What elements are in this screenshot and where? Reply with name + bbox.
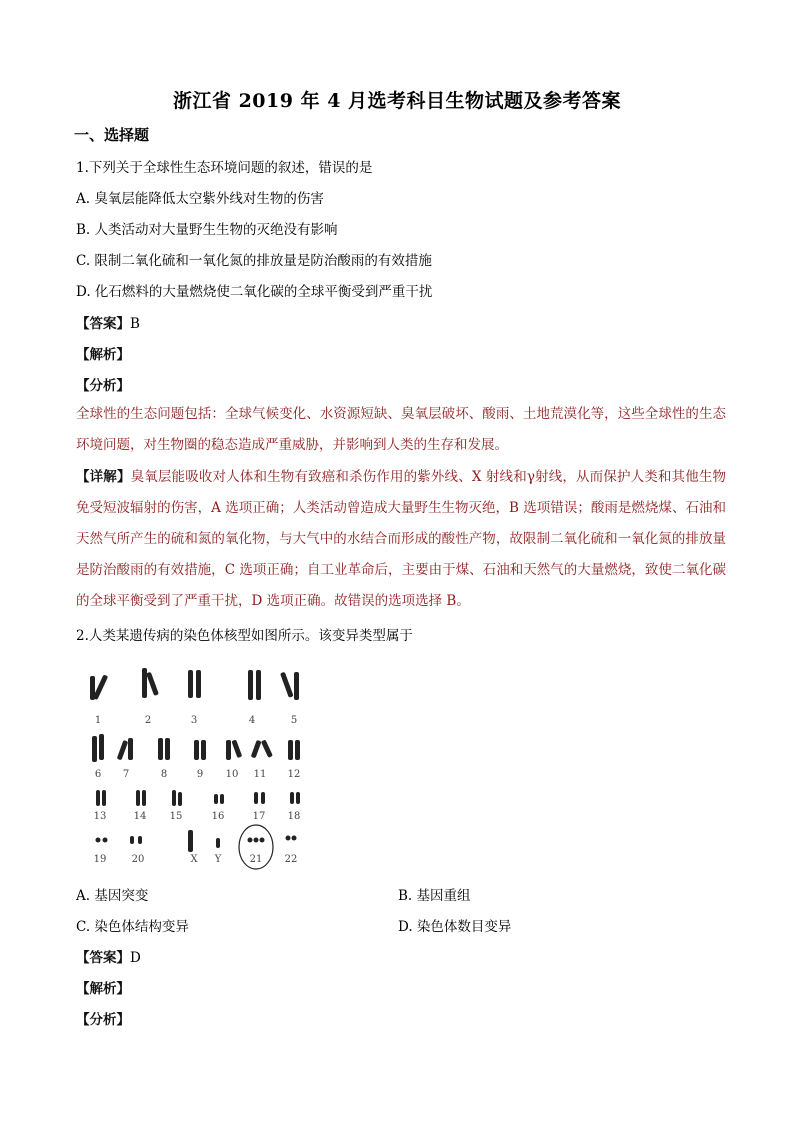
q1-fenxi-tag: 【分析】 bbox=[76, 378, 130, 394]
section-heading: 一、选择题 bbox=[74, 126, 150, 144]
q1-option-c: C. 限制二氧化硫和一氧化氮的排放量是防治酸雨的有效措施 bbox=[76, 253, 432, 269]
karyo-label-19: 19 bbox=[93, 854, 107, 865]
chromosome-pair-17 bbox=[254, 792, 265, 804]
chromosome-pair-6 bbox=[92, 734, 104, 762]
chromosome-pair-12 bbox=[288, 740, 300, 760]
q1-answer bbox=[76, 312, 140, 332]
karyo-label-14: 14 bbox=[133, 811, 147, 822]
karyo-label-3: 3 bbox=[190, 715, 198, 726]
chromosome-pair-13 bbox=[96, 790, 106, 806]
q2-fenxi-tag: 【分析】 bbox=[76, 1012, 130, 1028]
q2-option-d: D. 染色体数目变异 bbox=[398, 919, 512, 935]
chromosome-pair-4 bbox=[248, 670, 261, 700]
karyo-label-20: 20 bbox=[131, 854, 145, 865]
q1-answer-value: B bbox=[130, 316, 140, 332]
karyo-label-11: 11 bbox=[253, 769, 267, 780]
karyo-label-16: 16 bbox=[211, 811, 225, 822]
karyo-label-13: 13 bbox=[93, 811, 107, 822]
karyo-label-17: 17 bbox=[252, 811, 266, 822]
q2-answer-tag: 【答案】 bbox=[76, 950, 130, 966]
karyo-label-9: 9 bbox=[196, 769, 204, 780]
q1-detail bbox=[76, 462, 726, 617]
chromosome-pair-7 bbox=[117, 738, 133, 760]
chromosome-pair-10 bbox=[226, 739, 242, 760]
chromosome-x bbox=[188, 830, 193, 852]
karyotype-figure bbox=[84, 662, 314, 872]
page-title: 浙江省 2019 年 4 月选考科目生物试题及参考答案 bbox=[172, 90, 622, 112]
chromosome-pair-22 bbox=[286, 836, 297, 841]
karyo-label-6: 6 bbox=[94, 769, 102, 780]
q1-analysis: 全球性的生态问题包括：全球气候变化、水资源短缺、臭氧层破坏、酸雨、土地荒漠化等，这些全球性的生态环境问题，对生物圈的稳态造成严重威胁，并影响到人类的生存和发展。 bbox=[76, 406, 726, 453]
q2-stem: 2.人类某遗传病的染色体核型如图所示。该变异类型属于 bbox=[76, 628, 413, 644]
q1-option-d: D. 化石燃料的大量燃烧使二氧化碳的全球平衡受到严重干扰 bbox=[76, 284, 433, 300]
karyo-label-12: 12 bbox=[287, 769, 301, 780]
karyo-label-18: 18 bbox=[287, 811, 301, 822]
karyo-label-y: Y bbox=[214, 854, 222, 865]
chromosome-pair-5 bbox=[280, 672, 299, 700]
karyo-label-x: X bbox=[190, 854, 198, 865]
chromosome-trisomy-21 bbox=[248, 838, 265, 843]
karyo-label-5: 5 bbox=[290, 715, 298, 726]
q1-option-a: A. 臭氧层能降低太空紫外线对生物的伤害 bbox=[76, 191, 324, 207]
chromosome-pair-20 bbox=[130, 836, 142, 844]
q2-option-c: C. 染色体结构变异 bbox=[76, 919, 189, 935]
q2-answer-value: D bbox=[130, 950, 141, 966]
karyo-label-21: 21 bbox=[249, 854, 263, 865]
q1-detail-text: 臭氧层能吸收对人体和生物有致癌和杀伤作用的紫外线、X 射线和γ射线，从而保护人类和其他生物免受短波辐射的伤害，A 选项正确；人类活动曾造成大量野生生物灭绝，B 选项错误；酸雨是燃烧煤、石油和天然气所产生的硫和氮的氧化物，与大气中的水结合而形成的酸性产物，故限制二氧化硫和一氧化氮的排放量是防治酸雨的有效措施，C 选项正确；自工业革命后，主要由于煤、石油和天然气的大量燃烧，致使二氧化碳的全球平衡受到了严重干扰，D 选项正确。故错误的选项选择 B。 bbox=[76, 469, 726, 609]
q1-detail-tag: 【详解】 bbox=[76, 469, 131, 485]
karyo-label-22: 22 bbox=[284, 854, 298, 865]
karyo-label-10: 10 bbox=[225, 769, 239, 780]
q2-option-a: A. 基因突变 bbox=[76, 888, 149, 904]
karyo-label-15: 15 bbox=[169, 811, 183, 822]
q1-jiexi-tag: 【解析】 bbox=[76, 347, 130, 363]
chromosome-pair-16 bbox=[214, 794, 224, 804]
chromosome-pair-2 bbox=[142, 668, 159, 698]
chromosome-pair-15 bbox=[172, 790, 182, 806]
chromosome-pair-1 bbox=[90, 674, 108, 700]
chromosome-pair-19 bbox=[96, 838, 108, 843]
q2-answer bbox=[76, 946, 141, 966]
chromosome-pair-14 bbox=[136, 790, 146, 806]
chromosome-pair-8 bbox=[158, 738, 170, 760]
karyo-label-2: 2 bbox=[144, 715, 152, 726]
karyo-label-7: 7 bbox=[122, 769, 130, 780]
chromosome-pair-3 bbox=[188, 670, 201, 698]
karyo-label-4: 4 bbox=[248, 715, 256, 726]
q1-answer-tag: 【答案】 bbox=[76, 316, 130, 332]
chromosome-pair-18 bbox=[290, 792, 300, 804]
q1-option-b: B. 人类活动对大量野生生物的灭绝没有影响 bbox=[76, 222, 338, 238]
q2-jiexi-tag: 【解析】 bbox=[76, 981, 130, 997]
chromosome-pair-9 bbox=[194, 740, 206, 760]
karyo-label-8: 8 bbox=[160, 769, 168, 780]
karyo-label-1: 1 bbox=[94, 715, 102, 726]
q2-option-b: B. 基因重组 bbox=[398, 888, 471, 904]
chromosome-y bbox=[216, 838, 220, 848]
q1-stem: 1.下列关于全球性生态环境问题的叙述，错误的是 bbox=[76, 160, 373, 176]
chromosome-pair-11 bbox=[251, 739, 273, 758]
